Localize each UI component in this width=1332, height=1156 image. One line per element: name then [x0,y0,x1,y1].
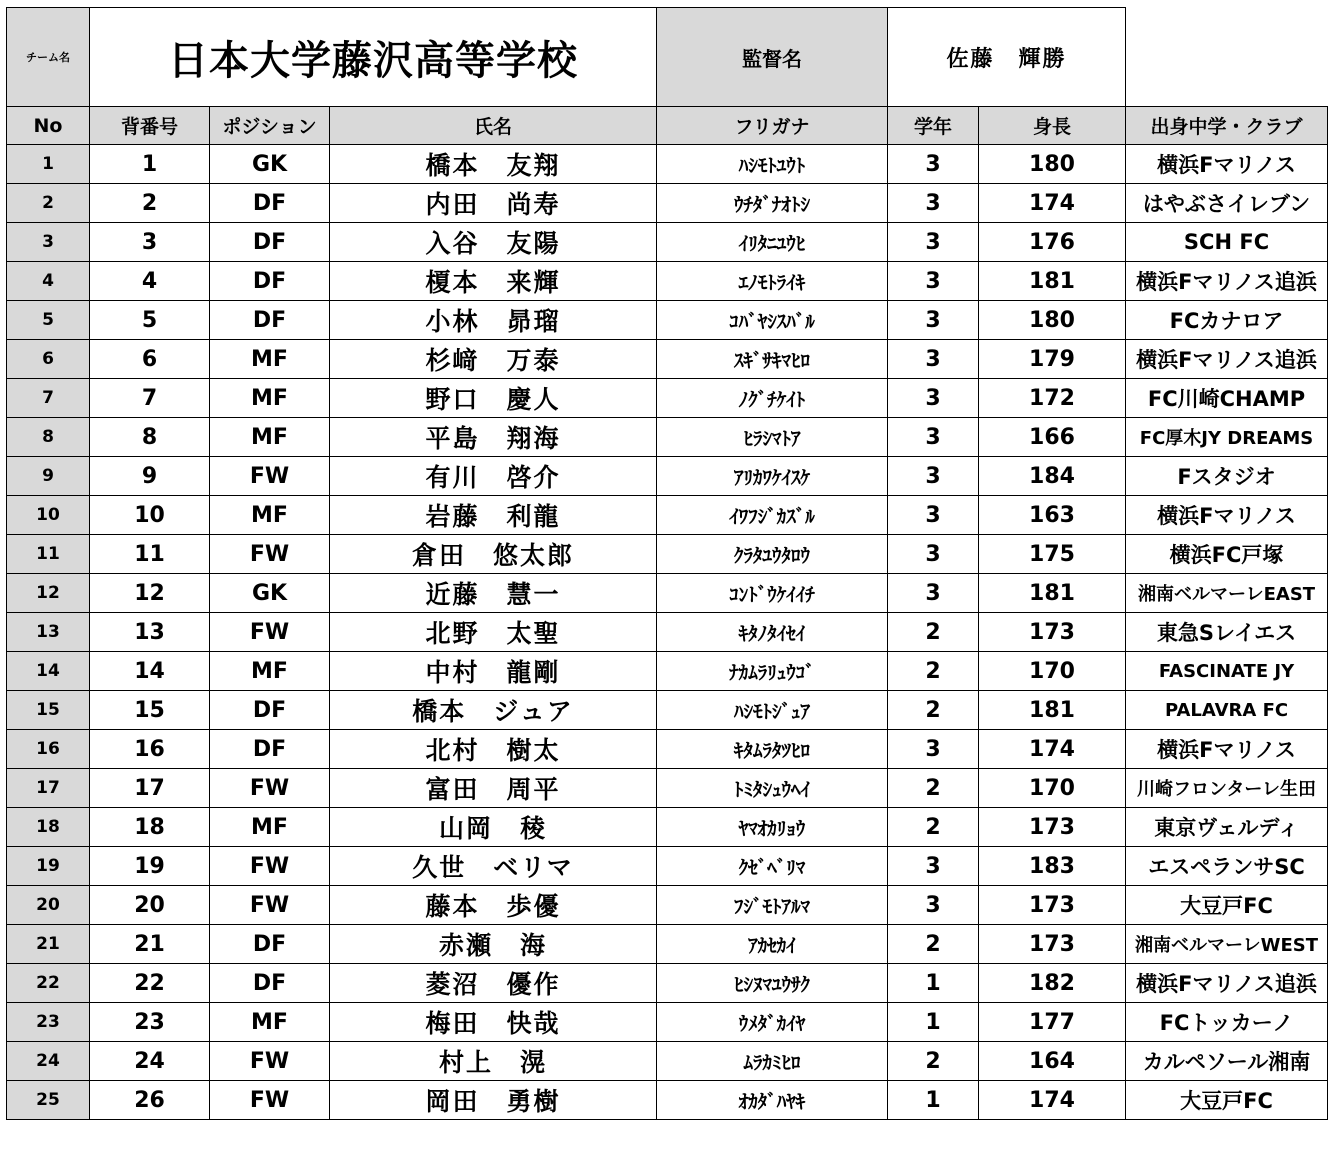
cell-number: 13 [90,613,210,652]
cell-kana: ﾄﾐﾀｼｭｳﾍｲ [657,769,888,808]
cell-club: Fスタジオ [1126,457,1328,496]
cell-no: 24 [7,1042,90,1081]
cell-grade: 3 [888,262,979,301]
cell-position: MF [210,379,330,418]
cell-number: 6 [90,340,210,379]
cell-grade: 3 [888,145,979,184]
cell-no: 12 [7,574,90,613]
cell-club: FC厚木JY DREAMS [1126,418,1328,457]
table-row [7,730,1328,769]
cell-club: 横浜Fマリノス [1126,145,1328,184]
cell-kana: ｸｾﾞﾍﾞﾘﾏ [657,847,888,886]
cell-height: 181 [979,262,1126,301]
table-row [7,925,1328,964]
column-header-row [7,107,1328,145]
cell-number: 18 [90,808,210,847]
table-row [7,1081,1328,1120]
cell-number: 9 [90,457,210,496]
cell-number: 10 [90,496,210,535]
cell-position: FW [210,1081,330,1120]
table-row [7,457,1328,496]
col-header-no: No [7,107,90,145]
cell-kana: ﾅｶﾑﾗﾘｭｳｺﾞ [657,652,888,691]
cell-number: 23 [90,1003,210,1042]
cell-height: 173 [979,925,1126,964]
cell-kana: ｱﾘｶﾜｹｲｽｹ [657,457,888,496]
cell-kana: ｸﾗﾀﾕｳﾀﾛｳ [657,535,888,574]
cell-club: 横浜Fマリノス追浜 [1126,262,1328,301]
cell-height: 179 [979,340,1126,379]
cell-kana: ｴﾉﾓﾄﾗｲｷ [657,262,888,301]
cell-no: 5 [7,301,90,340]
team-name: 日本大学藤沢高等学校 [90,8,657,107]
cell-no: 10 [7,496,90,535]
cell-kana: ｵｶﾀﾞﾊﾔｷ [657,1081,888,1120]
cell-name: 小林 昴瑠 [330,301,657,340]
cell-height: 173 [979,808,1126,847]
cell-club: 横浜Fマリノス [1126,730,1328,769]
cell-height: 184 [979,457,1126,496]
cell-position: GK [210,145,330,184]
cell-position: MF [210,652,330,691]
table-row [7,379,1328,418]
cell-position: MF [210,496,330,535]
coach-name: 佐藤 輝勝 [888,8,1126,107]
cell-number: 11 [90,535,210,574]
cell-grade: 3 [888,301,979,340]
cell-number: 1 [90,145,210,184]
cell-position: DF [210,691,330,730]
cell-kana: ﾉｸﾞﾁｹｲﾄ [657,379,888,418]
cell-height: 174 [979,1081,1126,1120]
cell-club: FASCINATE JY [1126,652,1328,691]
cell-position: FW [210,535,330,574]
cell-grade: 2 [888,613,979,652]
team-header-row [7,8,1328,107]
cell-club: 大豆戸FC [1126,886,1328,925]
cell-position: MF [210,418,330,457]
table-row [7,496,1328,535]
cell-club: 横浜Fマリノス追浜 [1126,964,1328,1003]
cell-club: エスペランサSC [1126,847,1328,886]
cell-height: 174 [979,730,1126,769]
cell-position: GK [210,574,330,613]
cell-name: 橋本 友翔 [330,145,657,184]
cell-grade: 2 [888,769,979,808]
cell-no: 23 [7,1003,90,1042]
table-row [7,145,1328,184]
cell-grade: 2 [888,925,979,964]
cell-grade: 1 [888,1081,979,1120]
cell-grade: 3 [888,496,979,535]
cell-number: 20 [90,886,210,925]
cell-position: FW [210,769,330,808]
cell-number: 15 [90,691,210,730]
col-header-position: ポジション [210,107,330,145]
table-row [7,184,1328,223]
cell-name: 中村 龍剛 [330,652,657,691]
table-row [7,886,1328,925]
table-row [7,691,1328,730]
cell-kana: ｷﾀﾉﾀｲｾｲ [657,613,888,652]
cell-no: 13 [7,613,90,652]
cell-grade: 3 [888,535,979,574]
cell-number: 24 [90,1042,210,1081]
table-row [7,1042,1328,1081]
cell-name: 菱沼 優作 [330,964,657,1003]
cell-grade: 3 [888,184,979,223]
cell-position: FW [210,847,330,886]
cell-grade: 2 [888,808,979,847]
col-header-kana: フリガナ [657,107,888,145]
cell-name: 梅田 快哉 [330,1003,657,1042]
cell-name: 山岡 稜 [330,808,657,847]
cell-club: 横浜Fマリノス [1126,496,1328,535]
cell-kana: ｷﾀﾑﾗﾀﾂﾋﾛ [657,730,888,769]
col-header-height: 身長 [979,107,1126,145]
cell-grade: 2 [888,1042,979,1081]
cell-club: 東京ヴェルディ [1126,808,1328,847]
cell-number: 5 [90,301,210,340]
cell-no: 11 [7,535,90,574]
cell-club: FCカナロア [1126,301,1328,340]
cell-height: 182 [979,964,1126,1003]
cell-name: 岡田 勇樹 [330,1081,657,1120]
cell-kana: ｲﾘﾀﾆﾕｳﾋ [657,223,888,262]
cell-number: 17 [90,769,210,808]
cell-no: 1 [7,145,90,184]
cell-kana: ﾌｼﾞﾓﾄｱﾙﾏ [657,886,888,925]
cell-name: 橋本 ジュア [330,691,657,730]
team-name-label: チーム名 [7,8,90,107]
cell-kana: ﾔﾏｵｶﾘｮｳ [657,808,888,847]
cell-club: PALAVRA FC [1126,691,1328,730]
table-row [7,847,1328,886]
cell-no: 17 [7,769,90,808]
cell-no: 15 [7,691,90,730]
cell-height: 172 [979,379,1126,418]
cell-height: 175 [979,535,1126,574]
cell-club: FC川崎CHAMP [1126,379,1328,418]
cell-number: 4 [90,262,210,301]
cell-number: 12 [90,574,210,613]
cell-kana: ｳﾁﾀﾞﾅｵﾄｼ [657,184,888,223]
cell-grade: 1 [888,1003,979,1042]
cell-height: 170 [979,769,1126,808]
cell-number: 19 [90,847,210,886]
col-header-number: 背番号 [90,107,210,145]
cell-number: 2 [90,184,210,223]
cell-kana: ｲﾜﾌｼﾞｶｽﾞﾙ [657,496,888,535]
cell-height: 177 [979,1003,1126,1042]
cell-position: DF [210,964,330,1003]
cell-number: 16 [90,730,210,769]
table-row [7,652,1328,691]
col-header-name: 氏名 [330,107,657,145]
col-header-grade: 学年 [888,107,979,145]
cell-grade: 3 [888,457,979,496]
cell-no: 19 [7,847,90,886]
cell-no: 18 [7,808,90,847]
cell-height: 176 [979,223,1126,262]
cell-grade: 2 [888,652,979,691]
cell-position: DF [210,223,330,262]
cell-no: 8 [7,418,90,457]
cell-name: 北野 太聖 [330,613,657,652]
cell-height: 173 [979,613,1126,652]
cell-grade: 3 [888,340,979,379]
cell-position: FW [210,1042,330,1081]
cell-club: FCトッカーノ [1126,1003,1328,1042]
cell-number: 3 [90,223,210,262]
cell-name: 藤本 歩優 [330,886,657,925]
cell-name: 内田 尚寿 [330,184,657,223]
cell-kana: ﾑﾗｶﾐﾋﾛ [657,1042,888,1081]
cell-club: 大豆戸FC [1126,1081,1328,1120]
cell-grade: 3 [888,847,979,886]
cell-no: 6 [7,340,90,379]
cell-no: 2 [7,184,90,223]
roster-table [6,7,1328,1120]
cell-number: 14 [90,652,210,691]
cell-name: 北村 樹太 [330,730,657,769]
cell-name: 榎本 来輝 [330,262,657,301]
table-row [7,301,1328,340]
cell-name: 富田 周平 [330,769,657,808]
table-row [7,418,1328,457]
cell-height: 180 [979,145,1126,184]
cell-kana: ﾋｼﾇﾏﾕｳｻｸ [657,964,888,1003]
cell-grade: 2 [888,691,979,730]
cell-grade: 1 [888,964,979,1003]
table-row [7,1003,1328,1042]
cell-no: 22 [7,964,90,1003]
cell-position: MF [210,808,330,847]
cell-name: 赤瀬 海 [330,925,657,964]
cell-club: 東急Sレイエス [1126,613,1328,652]
cell-name: 近藤 慧一 [330,574,657,613]
cell-height: 166 [979,418,1126,457]
cell-kana: ﾋﾗｼﾏﾄｱ [657,418,888,457]
coach-label: 監督名 [657,8,888,107]
cell-kana: ｺﾝﾄﾞｳｹｲｲﾁ [657,574,888,613]
cell-club: カルペソール湘南 [1126,1042,1328,1081]
cell-grade: 3 [888,418,979,457]
cell-club: 横浜Fマリノス追浜 [1126,340,1328,379]
table-row [7,964,1328,1003]
cell-number: 8 [90,418,210,457]
cell-no: 20 [7,886,90,925]
table-row [7,613,1328,652]
cell-position: DF [210,262,330,301]
cell-name: 久世 ベリマ [330,847,657,886]
cell-name: 杉﨑 万泰 [330,340,657,379]
cell-no: 9 [7,457,90,496]
table-row [7,262,1328,301]
cell-name: 野口 慶人 [330,379,657,418]
cell-number: 26 [90,1081,210,1120]
cell-kana: ｱｶｾｶｲ [657,925,888,964]
cell-grade: 3 [888,730,979,769]
table-row [7,574,1328,613]
cell-no: 16 [7,730,90,769]
cell-position: MF [210,1003,330,1042]
table-row [7,223,1328,262]
cell-height: 183 [979,847,1126,886]
cell-grade: 3 [888,886,979,925]
cell-grade: 3 [888,379,979,418]
cell-height: 170 [979,652,1126,691]
cell-height: 174 [979,184,1126,223]
cell-grade: 3 [888,223,979,262]
cell-club: はやぶさイレブン [1126,184,1328,223]
cell-no: 3 [7,223,90,262]
cell-kana: ｽｷﾞｻｷﾏﾋﾛ [657,340,888,379]
cell-position: FW [210,457,330,496]
cell-height: 173 [979,886,1126,925]
cell-position: DF [210,301,330,340]
cell-position: DF [210,730,330,769]
cell-height: 164 [979,1042,1126,1081]
cell-no: 4 [7,262,90,301]
cell-club: 川崎フロンターレ生田 [1126,769,1328,808]
cell-club: 横浜FC戸塚 [1126,535,1328,574]
cell-grade: 3 [888,574,979,613]
cell-kana: ｳﾒﾀﾞｶｲﾔ [657,1003,888,1042]
cell-no: 14 [7,652,90,691]
cell-height: 181 [979,574,1126,613]
col-header-club: 出身中学・クラブ [1126,107,1328,145]
table-row [7,340,1328,379]
cell-no: 21 [7,925,90,964]
cell-height: 163 [979,496,1126,535]
cell-number: 7 [90,379,210,418]
cell-kana: ﾊｼﾓﾄﾕｳﾄ [657,145,888,184]
cell-name: 平島 翔海 [330,418,657,457]
cell-no: 7 [7,379,90,418]
cell-position: FW [210,886,330,925]
roster-body [7,145,1328,1120]
cell-name: 岩藤 利龍 [330,496,657,535]
cell-name: 入谷 友陽 [330,223,657,262]
cell-kana: ｺﾊﾞﾔｼｽﾊﾞﾙ [657,301,888,340]
cell-name: 村上 滉 [330,1042,657,1081]
table-row [7,808,1328,847]
cell-kana: ﾊｼﾓﾄｼﾞｭｱ [657,691,888,730]
cell-number: 21 [90,925,210,964]
cell-number: 22 [90,964,210,1003]
cell-position: MF [210,340,330,379]
cell-position: DF [210,184,330,223]
cell-club: 湘南ベルマーレEAST [1126,574,1328,613]
table-row [7,769,1328,808]
cell-club: 湘南ベルマーレWEST [1126,925,1328,964]
cell-no: 25 [7,1081,90,1120]
table-row [7,535,1328,574]
cell-position: DF [210,925,330,964]
cell-height: 180 [979,301,1126,340]
cell-club: SCH FC [1126,223,1328,262]
cell-name: 倉田 悠太郎 [330,535,657,574]
cell-name: 有川 啓介 [330,457,657,496]
cell-height: 181 [979,691,1126,730]
cell-position: FW [210,613,330,652]
